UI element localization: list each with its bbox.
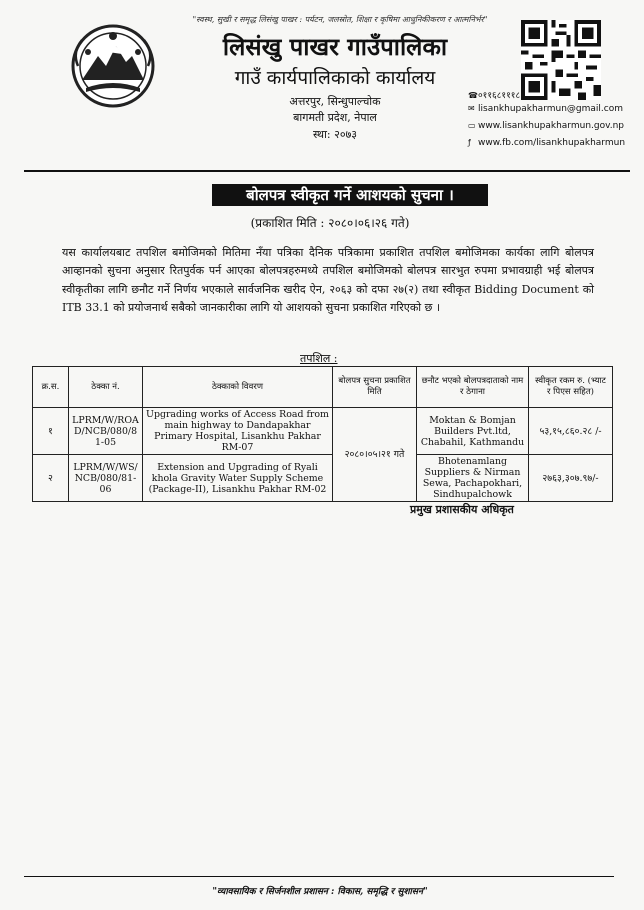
footer-slogan: "व्यावसायिक र सिर्जनशील प्रशासन : विकास, समृद्धि र सुशासन": [212, 887, 428, 897]
cell-bidder: Bhotenamlang Suppliers & Nirman Sewa, Pachapokhari, Sindhupalchowk: [417, 455, 529, 502]
published-date: (प्रकाशित मिति : २०८०।०६।२६ गते): [250, 216, 410, 230]
signatory: प्रमुख प्रशासकीय अधिकृत: [410, 503, 514, 516]
cell-contract-no: LPRM/W/WS/NCB/080/81-06: [69, 455, 143, 502]
phone-icon: ☎: [468, 91, 478, 100]
table-header-row: [33, 367, 613, 408]
footer-divider: [24, 876, 614, 877]
cell-sn: २: [33, 455, 69, 502]
office-subtitle: गाउँ कार्यपालिकाको कार्यालय: [234, 67, 436, 89]
col-header-notice-date: बोलपत्र सुचना प्रकाशित मिति: [333, 367, 417, 408]
qr-code-icon: [520, 20, 602, 100]
cell-description: Upgrading works of Access Road from main highway to Dandapakhar Primary Hospital, Lisankhu Pakhar RM-07: [143, 408, 333, 455]
col-header-description: ठेक्काको विवरण: [143, 367, 333, 408]
contact-email[interactable]: ✉ lisankhupakharmun@gmail.com: [468, 104, 623, 114]
header-divider: [24, 170, 630, 172]
contact-website[interactable]: ▭ www.lisankhupakharmun.gov.np: [468, 121, 625, 131]
office-name: लिसंखु पाखर गाउँपालिका: [222, 32, 448, 61]
col-header-sn: क्र.स.: [33, 367, 69, 408]
cell-notice-date: २०८०।०५।२१ गते: [333, 408, 417, 502]
contact-facebook[interactable]: ƒ www.fb.com/lisankhupakharmun: [468, 138, 626, 148]
notice-title: बोलपत्र स्वीकृत गर्ने आशयको सुचना ।: [212, 184, 488, 206]
contact-phone: ☎०११६८१११८: [468, 91, 521, 101]
cell-bidder: Moktan & Bomjan Builders Pvt.ltd, Chabahil, Kathmandu: [417, 408, 529, 455]
bid-table: [32, 366, 613, 502]
cell-description: Extension and Upgrading of Ryali khola Gravity Water Supply Scheme (Package-II), Lisankhu Pakhar RM-02: [143, 455, 333, 502]
address-line2: बागमती प्रदेश, नेपाल: [293, 111, 377, 124]
col-header-contract-no: ठेक्का नं.: [69, 367, 143, 408]
schedule-label: तपशिल :: [300, 352, 338, 365]
established-year: स्था: २०७३: [312, 128, 358, 141]
cell-amount: २७६३,३०७.९७/-: [529, 455, 613, 502]
table-row: [33, 408, 613, 455]
email-icon: ✉: [468, 104, 475, 113]
government-emblem-icon: [68, 22, 158, 110]
cell-sn: १: [33, 408, 69, 455]
cell-amount: ५३,१५,८६०.२८ /-: [529, 408, 613, 455]
col-header-bidder: छनौट भएको बोलपत्रदाताको नाम र ठेगाना: [417, 367, 529, 408]
notice-body: यस कार्यालयबाट तपशिल बमोजिमको मितिमा नँया पत्रिका दैनिक पत्रिकामा प्रकाशित तपशिल बमोजिमका कार्यका लागि बोलपत्र आव्हानको सुचना अनुसार रितपुर्वक पर्न आएका बोलपत्रहरुमध्ये तपशिल बमोजिमको बोलपत्र सारभुत रुपमा प्रभावग्राही भई बोलपत्र स्वीकृतीका लागि छनौट गर्ने निर्णय भएकाले सार्वजनिक खरीद ऐन, २०६३ को दफा २७(२) तथा स्वीकृत Bidding Document को ITB 33.1 को प्रयोजनार्थ सबैको जानकारीका लागि यो आशयको सुचना प्रकाशित गरिएको छ ।: [62, 246, 594, 315]
col-header-amount: स्वीकृत रकम रु. (भ्याट र पिएस सहित): [529, 367, 613, 408]
address-line1: अत्तरपुर, सिन्धुपाल्चोक: [289, 95, 381, 108]
globe-icon: ▭: [468, 121, 476, 130]
table-row: [33, 455, 613, 502]
motto-text: "स्वस्थ, सुखी र समृद्ध लिसंखु पाखर : पर्यटन, जलस्रोत, शिक्षा र कृषिमा आधुनिकीकरण र आत्मनिर्भर": [192, 15, 488, 24]
cell-contract-no: LPRM/W/ROAD/NCB/080/81-05: [69, 408, 143, 455]
facebook-icon: ƒ: [468, 138, 471, 147]
